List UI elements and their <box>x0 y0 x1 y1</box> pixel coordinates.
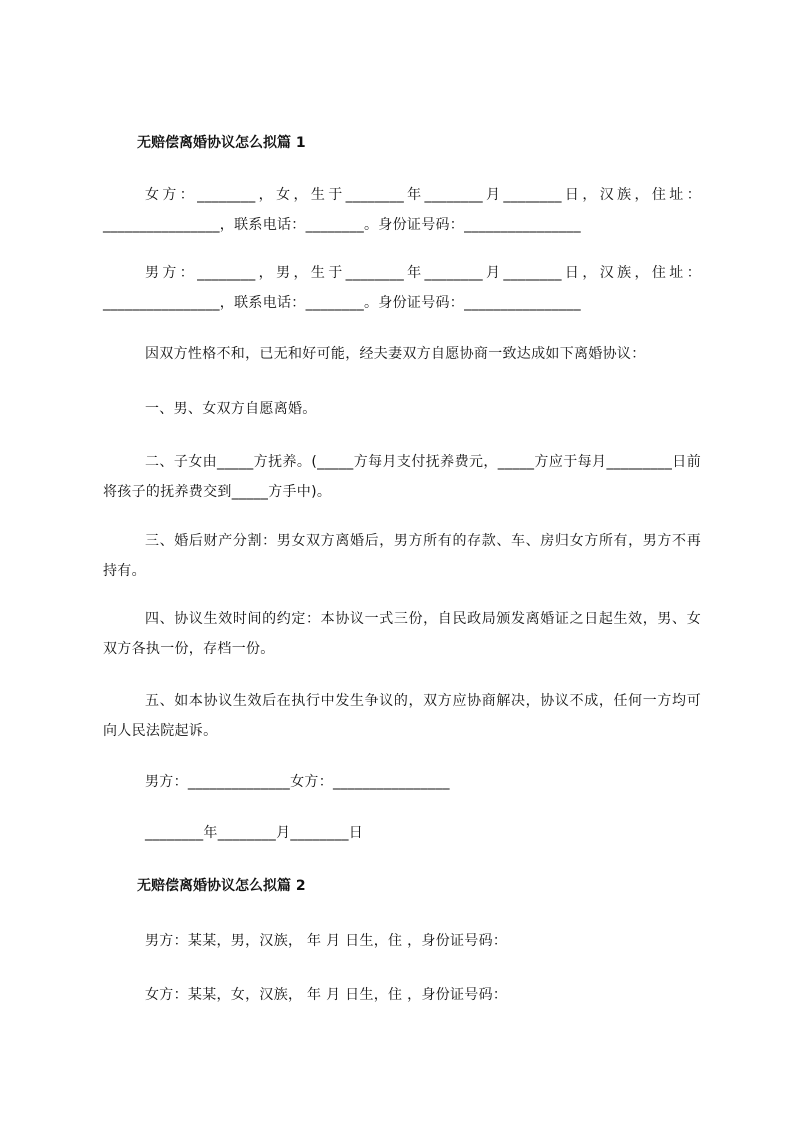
section-heading-1: 无赔偿离婚协议怎么拟篇 1 <box>137 135 306 151</box>
date-line: ________年________月________日 <box>145 825 364 841</box>
clause-2: 二、子女由_____方抚养。(_____方每月支付抚养费元，_____方应于每月_________日前将孩子的抚养费交到_____方手中)。 <box>103 454 701 500</box>
clause-5: 五、如本协议生效后在执行中发生争议的，双方应协商解决，协议不成，任何一方均可向人民法院起诉。 <box>103 693 701 739</box>
intro-paragraph: 因双方性格不和，已无和好可能，经夫妻双方自愿协商一致达成如下离婚协议： <box>145 346 646 362</box>
signature-line: 男方：______________女方：________________ <box>145 774 450 790</box>
wife-info-line-2: 女方：某某，女，汉族， 年 月 日生，住 ，身份证号码： <box>145 987 508 1003</box>
husband-info-line-2: 男方：某某，男，汉族， 年 月 日生，住 ，身份证号码： <box>145 933 508 949</box>
clause-1: 一、男、女双方自愿离婚。 <box>145 401 317 417</box>
section-heading-2: 无赔偿离婚协议怎么拟篇 2 <box>137 878 306 894</box>
clause-3: 三、婚后财产分割：男女双方离婚后，男方所有的存款、车、房归女方所有，男方不再持有。 <box>103 533 701 579</box>
husband-info-paragraph: 男方：________，男，生于________年________月________日，汉族，住址：________________，联系电话：________。身份证号码：________________ <box>103 265 701 311</box>
wife-info-paragraph: 女方：________，女，生于________年________月________日，汉族，住址：________________，联系电话：________。身份证号码：________________ <box>103 187 701 233</box>
clause-4: 四、协议生效时间的约定：本协议一式三份，自民政局颁发离婚证之日起生效，男、女双方各执一份，存档一份。 <box>103 611 701 657</box>
